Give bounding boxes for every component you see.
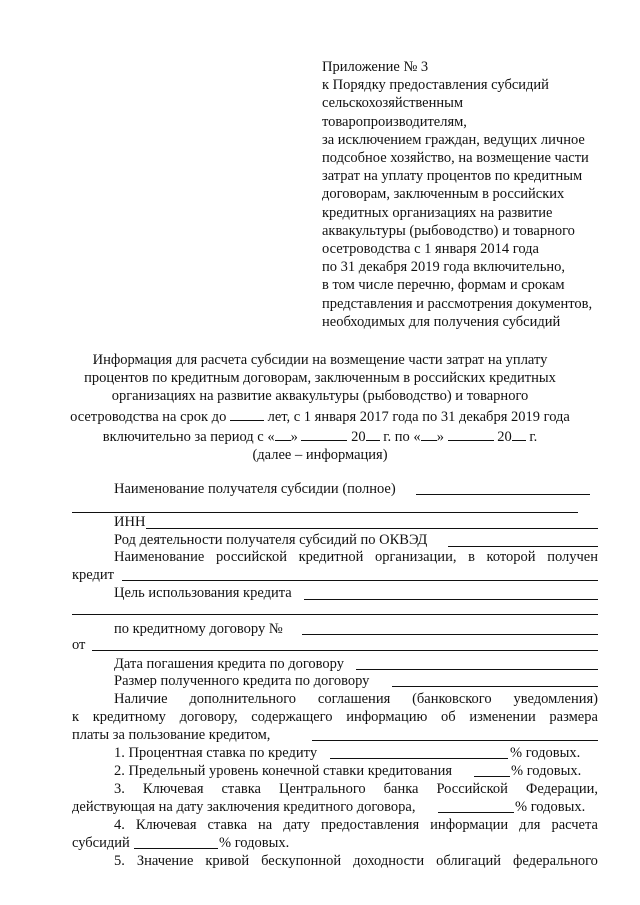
- word: Значение: [136, 853, 194, 869]
- word: об: [441, 709, 456, 725]
- contract-date-field[interactable]: [92, 650, 598, 651]
- addl-agreement-line3: платы за пользование кредитом,: [72, 727, 271, 743]
- bank-label-line1: [114, 548, 598, 566]
- item3-field[interactable]: [438, 812, 514, 813]
- word: для: [519, 817, 541, 833]
- from-label: от: [72, 637, 86, 653]
- word: соглашения: [317, 691, 391, 707]
- word: Ключевая: [142, 781, 204, 797]
- word: кредитному: [92, 709, 166, 725]
- title-line: [0, 426, 640, 446]
- item4-line2: субсидий: [72, 835, 130, 851]
- item3-line2: действующая на дату заключения кредитного договора,: [72, 799, 416, 815]
- word: Центрального: [278, 781, 366, 797]
- word: (банковского: [412, 691, 492, 707]
- title-text: г. по «: [383, 428, 421, 445]
- item2-field[interactable]: [474, 776, 510, 777]
- bank-field[interactable]: [122, 580, 598, 581]
- word: информации: [430, 817, 509, 833]
- appendix-line: за исключением граждан, ведущих личное: [322, 131, 585, 148]
- purpose-label: Цель использования кредита: [114, 585, 292, 601]
- appendix-line: затрат на уплату процентов по кредитным: [322, 168, 583, 185]
- addl-agreement-field[interactable]: [312, 740, 598, 741]
- day-to-blank[interactable]: [421, 426, 437, 441]
- item2-unit: % годовых.: [511, 763, 582, 779]
- title-text: осетроводства на срок до: [70, 408, 227, 425]
- title-text: лет, с 1 января 2017 года по 31 декабря 2019 года: [267, 408, 570, 425]
- document-title: [0, 351, 640, 464]
- appendix-line: к Порядку предоставления субсидий: [322, 77, 549, 94]
- title-line: Информация для расчета субсидии на возмещение части затрат на уплату: [92, 352, 548, 368]
- title-line: организациях на развитие аквакультуры (рыбоводство) и товарного: [111, 388, 529, 405]
- appendix-line: сельскохозяйственным: [322, 95, 464, 112]
- word: российской: [215, 549, 287, 565]
- appendix-line: в том числе перечню, формам и срокам: [322, 277, 565, 294]
- repay-date-field[interactable]: [356, 669, 598, 670]
- contract-label: по кредитному договору №: [114, 621, 283, 637]
- item2-label: 2. Предельный уровень конечной ставки кредитования: [114, 763, 453, 779]
- title-text: 20: [351, 428, 366, 445]
- word: облигаций: [436, 853, 502, 869]
- appendix-line: осетроводства с 1 января 2014 года: [322, 241, 539, 258]
- item1-unit: % годовых.: [510, 745, 581, 761]
- word: размера: [549, 709, 598, 725]
- word: расчета: [551, 817, 598, 833]
- appendix-block: [322, 58, 622, 331]
- day-from-blank[interactable]: [275, 426, 291, 441]
- purpose-field[interactable]: [304, 599, 598, 600]
- okved-field[interactable]: [448, 546, 598, 547]
- appendix-line: аквакультуры (рыбоводство) и товарного: [322, 222, 575, 239]
- appendix-line: товаропроизводителям,: [322, 113, 467, 130]
- word: изменении: [469, 709, 536, 725]
- recipient-name-field-cont[interactable]: [72, 512, 578, 513]
- word: договору,: [179, 709, 238, 725]
- recipient-name-label: Наименование получателя субсидии (полное): [114, 481, 396, 497]
- title-text: »: [290, 428, 298, 445]
- word: предоставления: [321, 817, 420, 833]
- word: кредитной: [298, 549, 364, 565]
- title-line: (далее – информация): [252, 447, 388, 464]
- item3-unit: % годовых.: [515, 799, 586, 815]
- inn-label: ИНН: [114, 514, 146, 530]
- item4-line1: [114, 816, 598, 834]
- title-line: процентов по кредитным договорам, заключенным в российских кредитных: [84, 370, 556, 387]
- title-text: г.: [529, 428, 538, 445]
- word: Ключевая: [135, 817, 197, 833]
- word: 4.: [114, 817, 125, 833]
- word: ставка: [207, 817, 248, 833]
- word: уведомления): [513, 691, 598, 707]
- word: к: [72, 709, 80, 725]
- title-line: [0, 406, 640, 426]
- item3-line1: [114, 780, 598, 798]
- contract-number-field[interactable]: [302, 634, 598, 635]
- word: дату: [283, 817, 311, 833]
- word: бескупонной: [261, 853, 342, 869]
- word: банка: [383, 781, 419, 797]
- word: 3.: [114, 781, 125, 797]
- appendix-line: подсобное хозяйство, на возмещение части: [322, 150, 589, 167]
- item5-line1: [114, 852, 598, 870]
- appendix-line: по 31 декабря 2019 года включительно,: [322, 259, 565, 276]
- word: организации,: [374, 549, 457, 565]
- title-text: включительно за период с «: [102, 428, 275, 445]
- word: информацию: [346, 709, 428, 725]
- item4-field[interactable]: [134, 848, 218, 849]
- addl-agreement-line2: [72, 708, 598, 726]
- item4-unit: % годовых.: [219, 835, 290, 851]
- word: Наименование: [114, 549, 205, 565]
- word: дополнительного: [189, 691, 297, 707]
- inn-field[interactable]: [146, 528, 598, 529]
- word: получен: [547, 549, 598, 565]
- year-to-blank[interactable]: [512, 426, 526, 441]
- word: федерального: [512, 853, 598, 869]
- item1-field[interactable]: [330, 758, 508, 759]
- word: которой: [486, 549, 536, 565]
- month-from-blank[interactable]: [301, 426, 347, 441]
- bank-label-line2: кредит: [72, 567, 115, 583]
- word: ставка: [221, 781, 261, 797]
- amount-label: Размер полученного кредита по договору: [114, 673, 370, 689]
- appendix-line: Приложение № 3: [322, 59, 429, 75]
- word: содержащего: [251, 709, 333, 725]
- word: на: [258, 817, 273, 833]
- year-from-blank[interactable]: [366, 426, 380, 441]
- appendix-line: представления и рассмотрения документов,: [322, 295, 593, 312]
- appendix-line: необходимых для получения субсидий: [322, 313, 561, 330]
- word: Российской: [436, 781, 508, 797]
- repay-date-label: Дата погашения кредита по договору: [114, 656, 344, 672]
- item1-label: 1. Процентная ставка по кредиту: [114, 745, 318, 761]
- word: кривой: [205, 853, 250, 869]
- term-blank[interactable]: [230, 406, 264, 421]
- recipient-name-field[interactable]: [416, 494, 590, 495]
- purpose-field-cont[interactable]: [72, 614, 598, 615]
- month-to-blank[interactable]: [448, 426, 494, 441]
- appendix-line: договорам, заключенным в российских: [322, 186, 565, 203]
- appendix-line: кредитных организациях на развитие: [322, 204, 553, 221]
- addl-agreement-line1: [114, 690, 598, 708]
- word: Наличие: [114, 691, 168, 707]
- title-text: 20: [497, 428, 512, 445]
- word: 5.: [114, 853, 125, 869]
- okved-label: Род деятельности получателя субсидий по ОКВЭД: [114, 532, 428, 548]
- title-text: »: [436, 428, 444, 445]
- word: в: [468, 549, 475, 565]
- word: доходности: [353, 853, 425, 869]
- amount-field[interactable]: [392, 686, 598, 687]
- word: Федерации,: [525, 781, 598, 797]
